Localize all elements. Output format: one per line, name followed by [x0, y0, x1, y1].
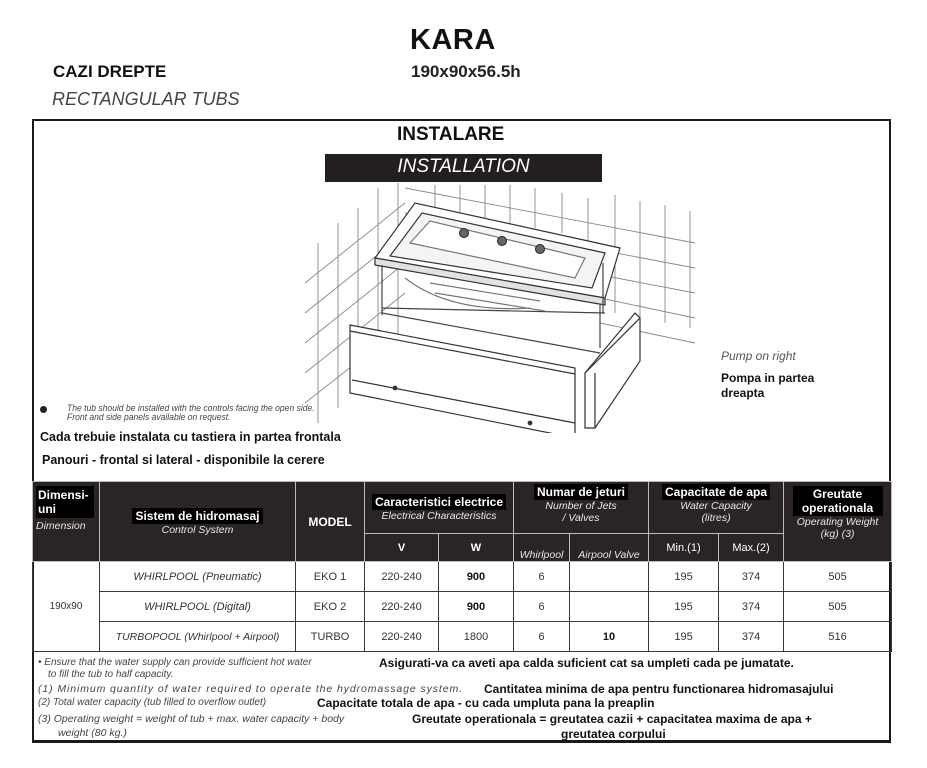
pump-location-ro: Pompa in partea dreapta: [721, 371, 815, 400]
front-panel: [350, 325, 575, 433]
header-dimension-en: Dimension: [36, 520, 86, 532]
bathtub-installation-icon: [300, 183, 700, 433]
header-weight-ro: Greutate operationala: [793, 486, 883, 516]
table-row: [33, 622, 892, 652]
header-capacity: [649, 482, 784, 534]
model-dimensions: 190x90x56.5h: [411, 62, 521, 81]
header-jets: [514, 482, 649, 534]
header-whirlpool: [514, 534, 570, 562]
header-jets-en: Number of Jets / Valves: [545, 500, 617, 524]
note-hot-water-en-2: to fill the tub to half capacity.: [48, 669, 174, 680]
note-hot-water-en-1: • Ensure that the water supply can provide sufficient hot water: [38, 657, 312, 668]
header-capacity-ro: Capacitate de apa: [662, 484, 770, 500]
install-note-en-line1: The tub should be installed with the controls facing the open side.: [67, 403, 315, 413]
header-dimension: [33, 482, 100, 562]
cell-weight: 516: [784, 622, 892, 652]
header-airpool: [570, 534, 649, 562]
model-name: KARA: [410, 24, 496, 56]
install-note-en: [67, 404, 315, 422]
note-2-ro: Capacitate totala de apa - cu cada umpluta pana la preaplin: [317, 696, 655, 710]
category-title-en: RECTANGULAR TUBS: [52, 89, 240, 109]
header-dimension-ro: Dimensi-uni: [36, 486, 94, 518]
note-3-ro-1: Greutate operationala = greutatea cazii + capacitatea maxima de apa +: [412, 712, 812, 726]
cell-v: 220-240: [365, 622, 439, 652]
header-w-label: W: [470, 541, 482, 554]
header-w: [439, 534, 514, 562]
cell-min: 195: [649, 592, 719, 622]
spec-table: [32, 481, 892, 652]
bullet-icon: [40, 406, 47, 413]
cell-system: TURBOPOOL (Whirlpool + Airpool): [100, 622, 296, 652]
header-min-label: Min.(1): [666, 541, 701, 554]
header-model: [296, 482, 365, 562]
cell-system: WHIRLPOOL (Digital): [100, 592, 296, 622]
cell-max: 374: [719, 592, 784, 622]
cell-model: TURBO: [296, 622, 365, 652]
header-electrical-en: Electrical Characteristics: [381, 509, 497, 522]
cell-v: 220-240: [365, 562, 439, 592]
cell-w: 900: [439, 592, 514, 622]
note-3-en-2: weight (80 kg.): [58, 727, 127, 739]
cell-model: EKO 2: [296, 592, 365, 622]
cell-min: 195: [649, 562, 719, 592]
installation-title-en: INSTALLATION: [397, 156, 530, 177]
cell-w: 900: [439, 562, 514, 592]
header-electrical-ro: Caracteristici electrice: [372, 494, 506, 510]
note-1-en: (1) Minimum quantity of water required to operate the hydromassage system.: [38, 683, 463, 695]
pump-location-en: Pump on right: [721, 349, 796, 363]
install-note-en-line2: Front and side panels available on request.: [67, 412, 231, 422]
note-2-en: (2) Total water capacity (tub filled to overflow outlet): [38, 697, 267, 708]
cell-whirlpool: 6: [514, 562, 570, 592]
cell-max: 374: [719, 622, 784, 652]
cell-v: 220-240: [365, 592, 439, 622]
cell-airpool: 10: [570, 622, 649, 652]
table-row: [33, 562, 892, 592]
header-min: [649, 534, 719, 562]
header-model-label: MODEL: [308, 514, 352, 529]
note-3-en-1: (3) Operating weight = weight of tub + max. water capacity + body: [38, 713, 345, 725]
tub-rim: [375, 203, 620, 305]
cell-model: EKO 1: [296, 562, 365, 592]
cell-max: 374: [719, 562, 784, 592]
header-v-label: V: [397, 541, 406, 554]
header-jets-ro: Numar de jeturi: [534, 484, 628, 500]
note-hot-water-ro: Asigurati-va ca aveti apa calda suficient cat sa umpleti cada pe jumatate.: [379, 656, 794, 670]
side-panel: [585, 313, 640, 428]
cell-w: 1800: [439, 622, 514, 652]
header-system: [100, 482, 296, 562]
cell-airpool: [570, 562, 649, 592]
category-title-ro: CAZI DREPTE: [53, 62, 167, 81]
cell-system: WHIRLPOOL (Pneumatic): [100, 562, 296, 592]
installation-title-ro: INSTALARE: [397, 124, 505, 145]
note-1-ro: Cantitatea minima de apa pentru functionarea hidromasajului: [484, 682, 834, 696]
cell-weight: 505: [784, 592, 892, 622]
cell-whirlpool: 6: [514, 592, 570, 622]
installation-title-bar: [325, 154, 602, 182]
install-note-ro-1: Cada trebuie instalata cu tastiera in partea frontala: [40, 430, 341, 444]
cell-min: 195: [649, 622, 719, 652]
cell-whirlpool: 6: [514, 622, 570, 652]
header-weight-en: Operating Weight (kg) (3): [796, 516, 879, 540]
header-v: [365, 534, 439, 562]
header-capacity-en: Water Capacity (litres): [680, 500, 752, 524]
table-row: [33, 592, 892, 622]
cell-weight: 505: [784, 562, 892, 592]
header-system-en: Control System: [161, 523, 234, 536]
header-whirlpool-label: Whirlpool: [519, 549, 564, 561]
header-max: [719, 534, 784, 562]
cell-dimension: 190x90: [33, 562, 100, 652]
header-max-label: Max.(2): [732, 541, 770, 554]
note-3-ro-2: greutatea corpului: [561, 727, 666, 741]
cell-airpool: [570, 592, 649, 622]
header-system-ro: Sistem de hidromasaj: [132, 508, 262, 524]
install-note-ro-2: Panouri - frontal si lateral - disponibile la cerere: [42, 453, 325, 467]
header-airpool-label: Airpool Valve: [578, 549, 640, 561]
header-electrical: [365, 482, 514, 534]
header-weight: [784, 482, 892, 562]
